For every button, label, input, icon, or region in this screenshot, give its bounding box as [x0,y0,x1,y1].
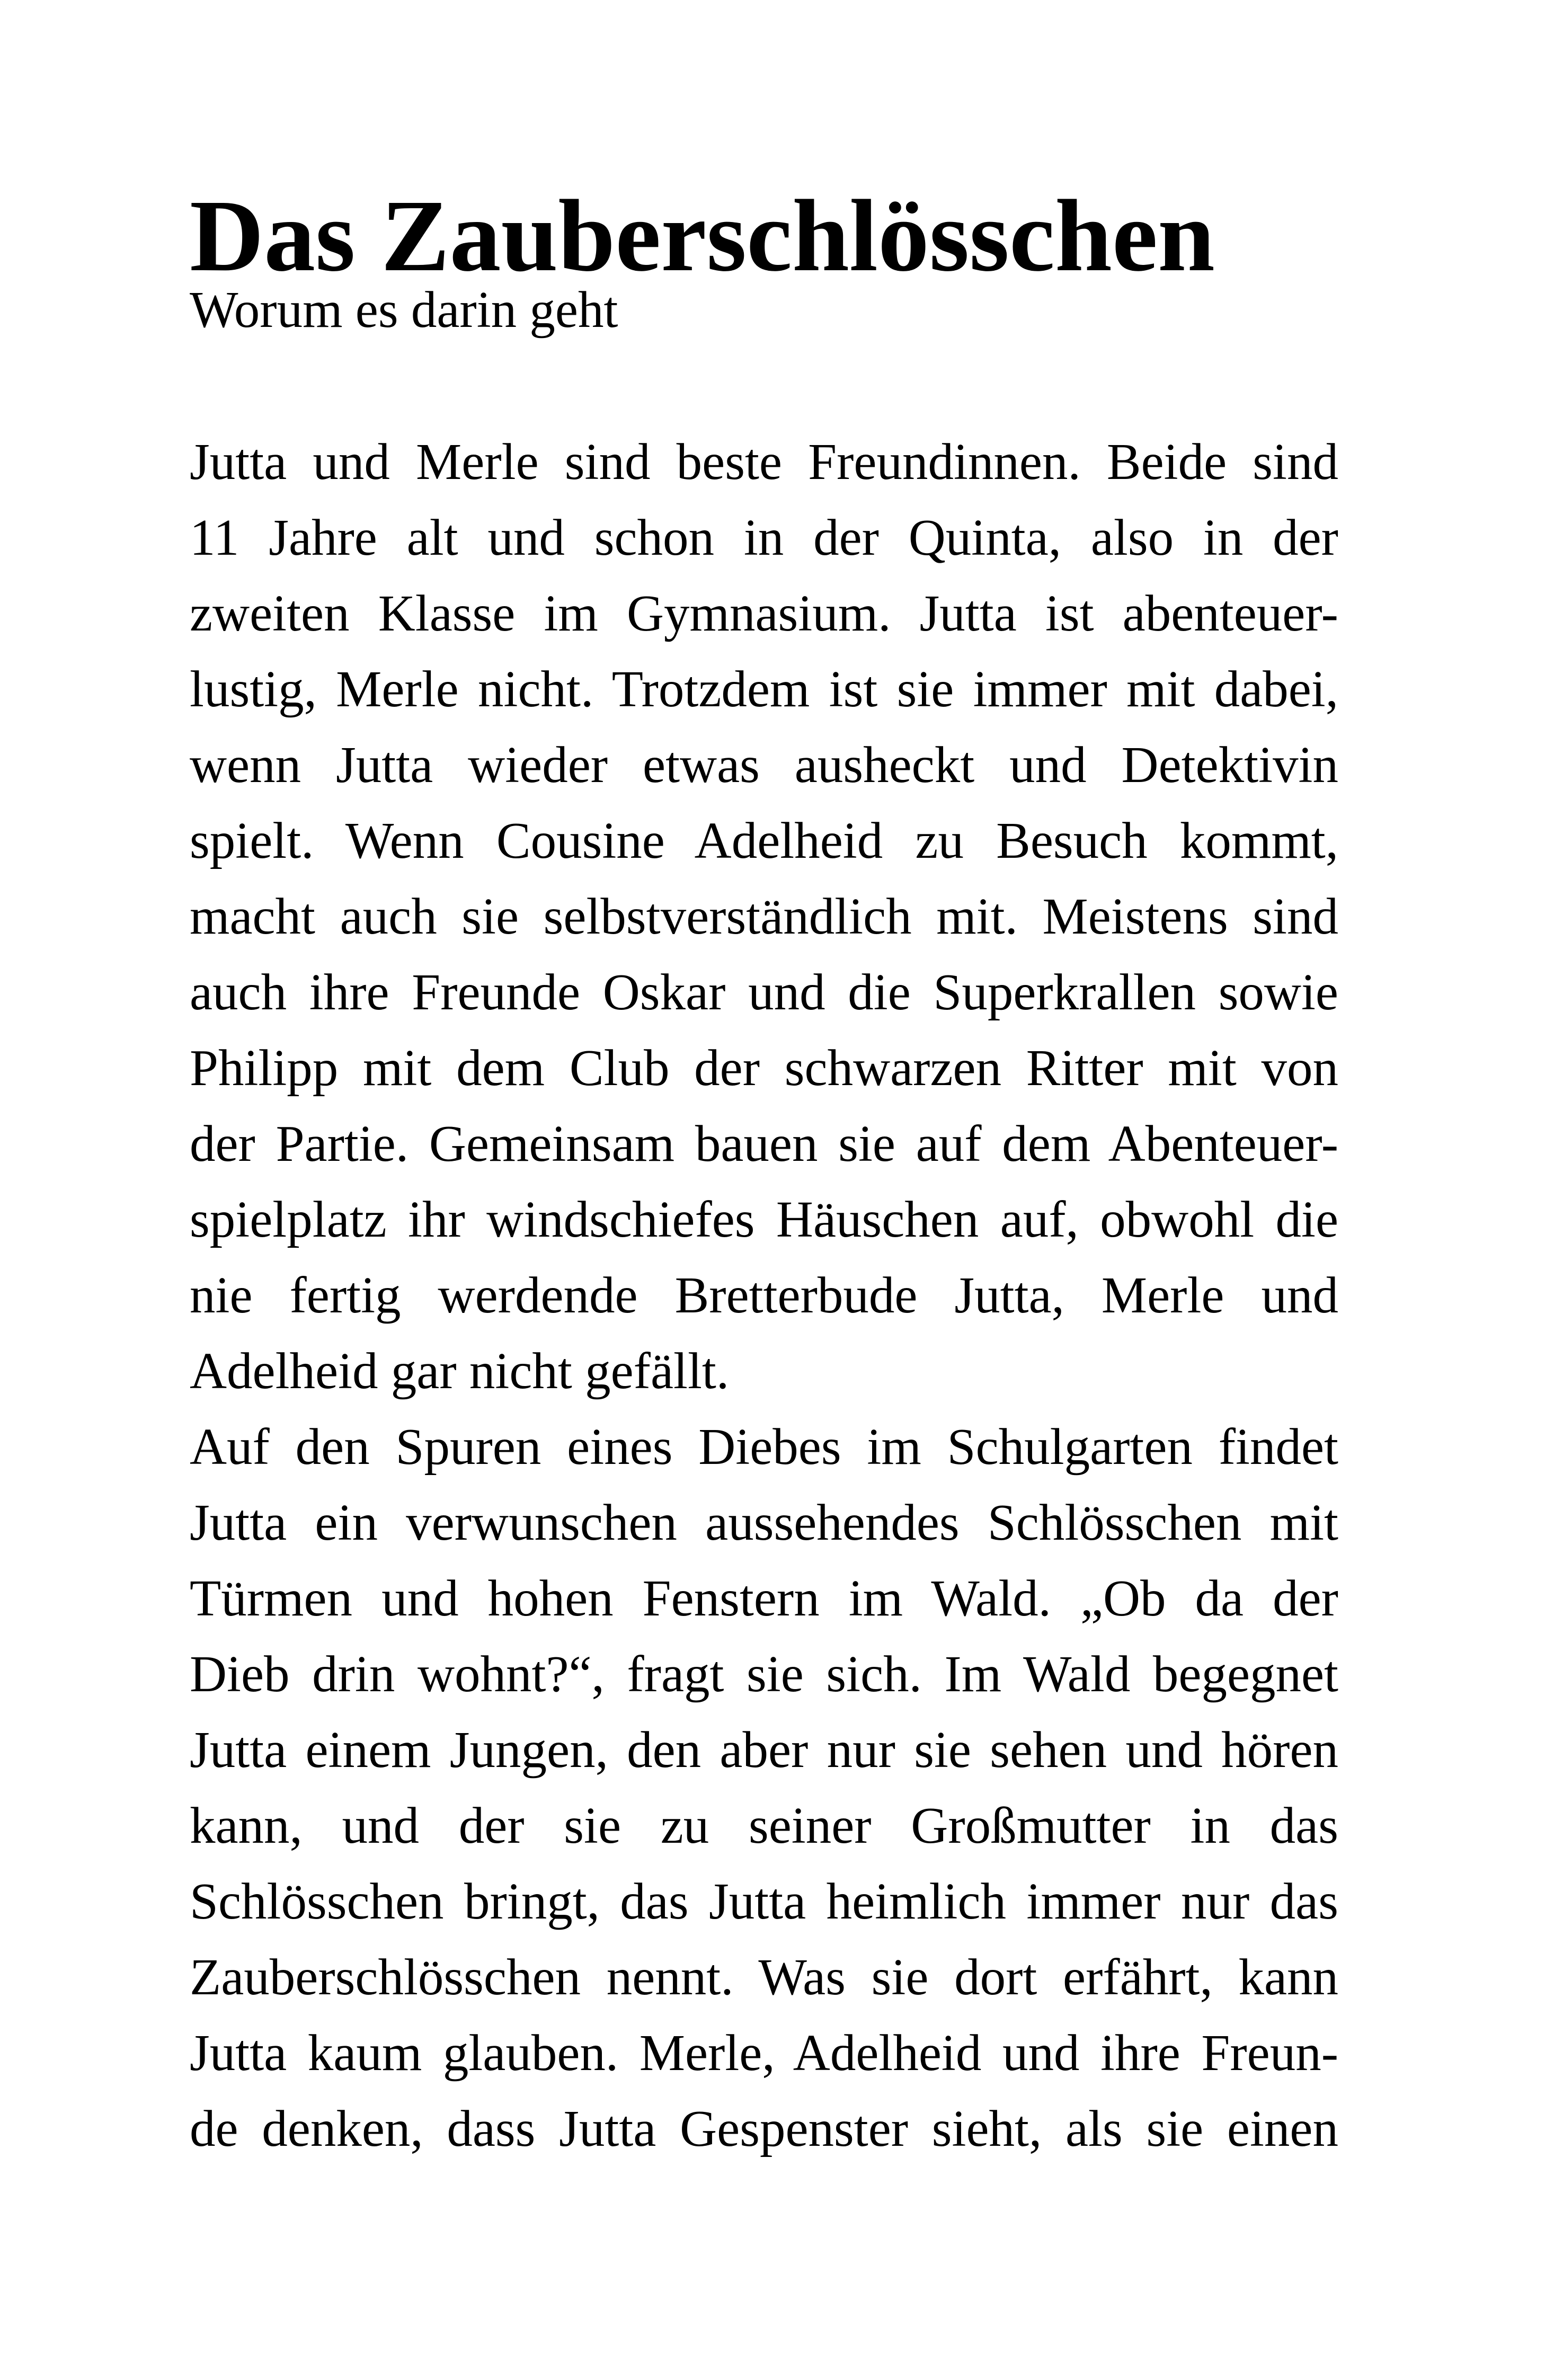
text-line: Jutta kaum glauben. Merle, Adelheid und ihre Freun- [190,2024,1338,2081]
text-line: Dieb drin wohnt?“, fragt sie sich. Im Wald begegnet [190,1646,1338,1702]
paragraph-1 [190,424,1338,1409]
text-line: Schlösschen bringt, das Jutta heimlich immer nur das [190,1873,1338,1930]
text-line: Jutta und Merle sind beste Freundinnen. Beide sind [190,433,1338,490]
text-line: de denken, dass Jutta Gespenster sieht, als sie einen [190,2100,1338,2157]
text-line: Auf den Spuren eines Diebes im Schulgarten findet [190,1418,1338,1475]
text-line: Türmen und hohen Fenstern im Wald. „Ob da der [190,1570,1338,1627]
document-title: Das Zauberschlösschen [190,179,1215,292]
text-line: Adelheid gar nicht gefällt. [190,1343,730,1399]
text-line: spielt. Wenn Cousine Adelheid zu Besuch kommt, [190,812,1338,869]
document-subtitle: Worum es darin geht [190,281,618,338]
text-line: Philipp mit dem Club der schwarzen Ritter mit von [190,1040,1338,1096]
text-line: spielplatz ihr windschiefes Häuschen auf, obwohl die [190,1191,1338,1248]
text-line: der Partie. Gemeinsam bauen sie auf dem Abenteuer- [190,1115,1338,1172]
text-line: auch ihre Freunde Oskar und die Superkrallen sowie [190,964,1338,1020]
text-line: kann, und der sie zu seiner Großmutter in das [190,1797,1338,1854]
text-line: macht auch sie selbstverständlich mit. Meistens sind [190,888,1338,945]
paragraph-2 [190,1409,1338,2166]
text-line: nie fertig werdende Bretterbude Jutta, Merle und [190,1267,1338,1324]
text-line: Jutta ein verwunschen aussehendes Schlösschen mit [190,1494,1338,1551]
text-line: Jutta einem Jungen, den aber nur sie sehen und hören [190,1721,1338,1778]
text-line: 11 Jahre alt und schon in der Quinta, also in der [190,509,1338,566]
text-line: Zauberschlösschen nennt. Was sie dort erfährt, kann [190,1949,1338,2005]
text-line: wenn Jutta wieder etwas ausheckt und Detektivin [190,736,1338,793]
page-content [190,179,1338,2166]
text-line: lustig, Merle nicht. Trotzdem ist sie immer mit dabei, [190,661,1338,717]
text-line: zweiten Klasse im Gymnasium. Jutta ist abenteuer- [190,585,1338,642]
